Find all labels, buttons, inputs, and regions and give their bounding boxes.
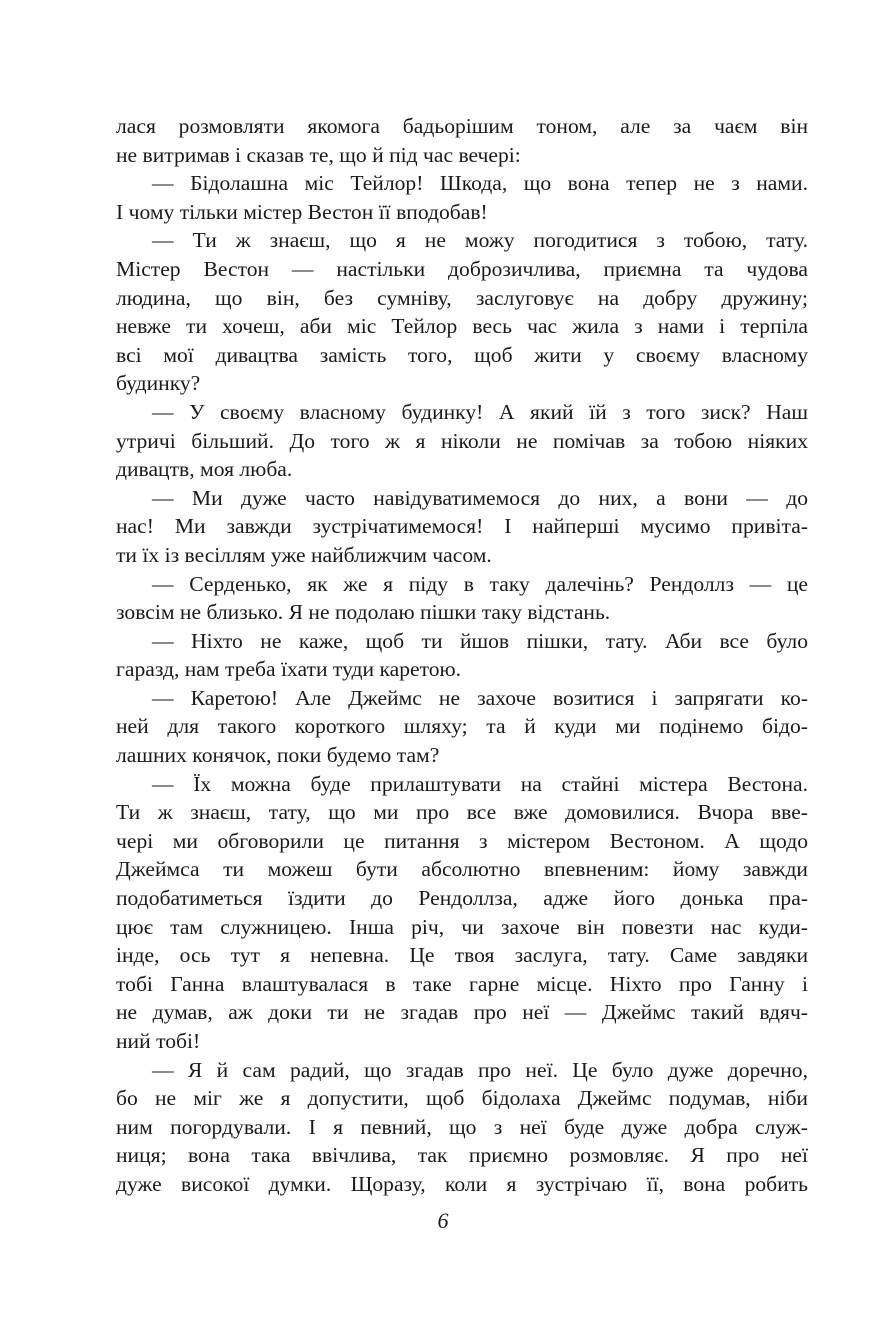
text-line: Ти ж знаєш, тату, що ми про все вже домовилися. Вчора вве- (116, 800, 808, 825)
text-line: зовсім не близько. Я не подолаю пішки таку відстань. (116, 600, 611, 625)
text-line: невже ти хочеш, аби міс Тейлор весь час жила з нами і терпіла (116, 314, 808, 339)
text-line: ним погордували. І я певний, що з неї буде дуже добра служ- (116, 1114, 808, 1139)
text-line: гаразд, нам треба їхати туди каретою. (116, 657, 462, 682)
text-line: цює там служницею. Інша річ, чи захоче він повезти нас куди- (116, 914, 808, 939)
text-line: тобі Ганна влаштувалася в таке гарне місце. Ніхто про Ганну і (116, 971, 808, 996)
text-line: лашних конячок, поки будемо там? (116, 743, 440, 768)
text-line: — Бідолашна міс Тейлор! Шкода, що вона тепер не з нами. (152, 171, 808, 196)
text-line: подобатиметься їздити до Рендоллза, адже його донька пра- (116, 886, 808, 911)
paragraph (116, 770, 808, 1056)
paragraph (116, 484, 808, 570)
text-line: — Я й сам радий, що згадав про неї. Це було дуже доречно, (152, 1057, 808, 1082)
text-line: утричі більший. До того ж я ніколи не помічав за тобою ніяких (116, 428, 808, 453)
text-line: — Ніхто не каже, щоб ти йшов пішки, тату. Аби все було (152, 628, 808, 653)
text-line: нас! Ми завжди зустрічатимемося! І найперші мусимо привіта- (116, 514, 808, 539)
text-line: всі мої дивацтва замість того, щоб жити у своєму власному (116, 342, 808, 367)
text-line: інде, ось тут я непевна. Це твоя заслуга, тату. Саме завдяки (116, 943, 808, 968)
text-line: дуже високої думки. Щоразу, коли я зустрічаю її, вона робить (116, 1171, 808, 1196)
paragraph (116, 112, 808, 169)
text-line: Джеймса ти можеш бути абсолютно впевненим: йому завжди (116, 857, 808, 882)
text-line: чері ми обговорили це питання з містером Вестоном. А щодо (116, 828, 808, 853)
text-line: людина, що він, без сумніву, заслуговує на добру дружину; (116, 285, 808, 310)
text-line: І чому тільки містер Вестон її вподобав! (116, 199, 488, 224)
paragraph (116, 398, 808, 484)
paragraph (116, 627, 808, 684)
text-line: — У своєму власному будинку! А який їй з того зиск? Наш (152, 399, 808, 424)
text-line: — Ми дуже часто навідуватимемося до них, а вони — до (152, 485, 808, 510)
text-line: дивацтв, моя люба. (116, 457, 293, 482)
text-line: бо не міг же я допустити, щоб бідолаха Джеймс подумав, ніби (116, 1086, 808, 1111)
text-line: ти їх із весіллям уже найближчим часом. (116, 542, 492, 567)
text-line: — Їх можна буде прилаштувати на стайні містера Вестона. (152, 771, 808, 796)
paragraph (116, 684, 808, 770)
page-number: 6 (437, 1208, 449, 1233)
text-line: лася розмовляти якомога бадьорішим тоном, але за чаєм він (116, 114, 808, 138)
paragraph (116, 570, 808, 627)
text-line: не думав, аж доки ти не згадав про неї — Джеймс такий вдяч- (116, 1000, 808, 1025)
text-line: ний тобі! (116, 1029, 201, 1053)
text-line: ниця; вона така ввічлива, так приємно розмовляє. Я про неї (116, 1143, 808, 1168)
text-line: — Ти ж знаєш, що я не можу погодитися з тобою, тату. (152, 228, 808, 253)
text-line: ней для такого короткого шляху; та й куди ми подінемо бідо- (116, 714, 808, 739)
paragraph (116, 169, 808, 226)
text-line: будинку? (116, 371, 201, 396)
page-body (116, 112, 808, 1199)
text-line: — Каретою! Але Джеймс не захоче возитися і запрягати ко- (152, 685, 808, 710)
text-line: — Серденько, як же я піду в таку далечінь? Рендоллз — це (152, 571, 808, 596)
text-line: не витримав і сказав те, що й під час вечері: (116, 142, 521, 167)
paragraph (116, 1056, 808, 1199)
paragraph (116, 226, 808, 398)
text-line: Містер Вестон — настільки доброзичлива, приємна та чудова (116, 256, 808, 281)
